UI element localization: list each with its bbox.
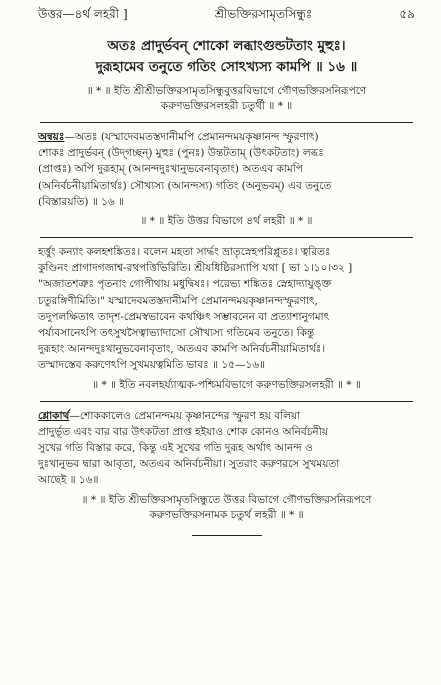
shlokartha-line: প্রাদুর্ভূত এবং বার বার উৎকটতা প্রাপ্ত হইয়াও শোক কোনও অনির্বচনীয়: [38, 425, 328, 438]
shlokartha-line: আছেই ॥ ১৬॥: [38, 474, 99, 487]
anvaya-line: (বিস্তারয়তি) ॥ ১৬ ॥: [38, 195, 125, 208]
shlokartha-heading: শ্লোকার্থ: [38, 409, 70, 422]
anvaya-paragraph: [38, 129, 415, 210]
colophon-section-end: ॥ * ॥ ইতি উত্তর বিভাগে ৪র্থ লহরী ॥ * ॥: [140, 215, 313, 228]
shlokartha-paragraph: [38, 408, 415, 489]
header-book-title: শ্রীভক্তিরসামৃতসিন্ধুঃ: [214, 7, 313, 21]
tika-line: চতুরঙ্গিণীমিতি।" যস্মাদেবমতস্তদানীমপি প্রেমানন্দময়কৃষ্ণানন্দস্ফুরণাৎ,: [38, 294, 318, 307]
header-section-label: উত্তর—৪র্থ লহরী ]: [38, 7, 128, 21]
anvaya-line: (প্রাপ্তঃ) অপি দুরূহাম্ (আনন্দদুঃখানুভবেনাবৃতাং) অতএব কামপি: [38, 163, 303, 176]
colophon-western-division: ॥ * ॥ ইতি নবলহর্য্যাত্মক-পশ্চিমবিভাগে করুণভক্তিরসলহরী ॥ * ॥: [92, 378, 361, 391]
colophon-sanskrit-line-1: ॥ * ॥ ইতি শ্রীশ্রীভক্তিরসামৃতসিন্ধুবুত্তরবিভাগে গৌণভক্তিরসনিরূপণে: [86, 85, 367, 97]
divider: [40, 122, 413, 123]
anvaya-line: শোকঃ প্রাদুর্ভবন্ (উদ্‌গচ্ছন্) মুহুঃ (পুনঃ) উন্তটতাম্ (উৎকটতাং) লব্ধঃ: [38, 147, 324, 160]
shlokartha-line: সুখের গতি বিস্তার করে, কিন্তু এই সুখের গতি দুরূহ অর্থাৎ আনন্দ ও: [38, 442, 313, 455]
colophon-bengali: [38, 493, 415, 523]
shlokartha-line: —শোককালেও প্রেমানন্দময় কৃষ্ণানন্দের স্ফুরণ হয় বলিয়া: [69, 409, 301, 422]
tika-line: পর্য্যবসানেঽপি তৎসুখসৈত্বাভ্যাদাসো সৌখ্যস্য গতিমেব তনুতে। কিন্তু: [38, 327, 315, 340]
verse-line-1: অতঃ প্রাদুর্ভবন্ শোকো লব্ধাংগুন্ডটতাং মুহুঃ।: [107, 38, 346, 54]
verse: [38, 36, 415, 78]
colophon-bengali-line-2: করুণভক্তিরসনামক চতুর্থ লহরী ॥ * ॥: [149, 508, 304, 521]
tika-line: কুণ্ডিনং প্রাগাদগজাশ্ব-রথপত্তিভিরিতি। শ্রীযধিষ্ঠিরস্যাপি যথা [ ভা ১।১০।৩২ ]: [38, 262, 353, 275]
anvaya-line: (অনির্বচনীয়ামিতার্থঃ) সৌখ্যস্য (আনন্দস্য) গতিং (অনুভবম্) এব তনুতে: [38, 179, 332, 192]
tika-line: হর্ত্তুং কন্যাং কলহশঙ্কিতঃ। বলেন মহতা সার্দ্ধং ভ্রাতৃস্নেহপরিপ্লুতঃ। ত্বরিতঃ: [38, 246, 331, 259]
colophon-sanskrit-line-2: করুণভক্তিরসলহরী চতুর্থী ॥ * ॥: [160, 100, 293, 112]
tika-line: তস্মাদস্তেব করুণেঽপি সুখময়ত্বমিতি ভাবঃ ॥ ১৫—১৬॥: [38, 359, 266, 372]
anvaya-heading: অন্বয়ঃ: [38, 131, 65, 143]
page-number: ৫৯: [399, 7, 415, 21]
shlokartha-line: দুঃখানুভব দ্বারা আবৃতা, অতএব অনির্বচনীয়া। সুতরাং করুণরসে সুখময়তা: [38, 458, 340, 471]
tika-paragraph: [38, 244, 415, 374]
divider: [40, 237, 413, 238]
colophon-sanskrit: [38, 84, 415, 114]
tika-line: "অজাতশত্রুঃ পৃতনাং গোপীথায় মধুদ্বিষঃ। পরেভ্য শঙ্কিতঃ স্নেহাদ্যাযুঙ্ক্ত: [38, 278, 332, 291]
verse-line-2: দুরূহামেব তনুতে গতিং সোঽখ্যস্য কামপি ॥ ১৬ ॥: [95, 59, 358, 75]
colophon-bengali-line-1: ॥ * ॥ ইতি শ্রীভক্তিরসামৃতসিন্ধুতে উত্তর বিভাগে গৌণভক্তিরসনিরূপণে: [81, 493, 372, 506]
anvaya-line: —অতঃ (যস্মাদেবমতস্তদানীমপি প্রেমানন্দময়কৃষ্ণানন্দ স্ফুরণাৎ): [64, 131, 319, 143]
tika-line: তদুপলক্ষিতাৎ তাদৃশ-প্রেমস্বভাবেন কথঞ্চিৎ সম্ভাবনেন বা প্রত্যাশানুগমাৎ: [38, 310, 330, 323]
closing-rule: [192, 535, 262, 536]
divider: [40, 401, 413, 402]
tika-line: দুরূহাং আনন্দদুঃখানুভবেনাবৃতাং, অতএব কামপি অনির্বচনীয়ামিতার্থঃ।: [38, 343, 326, 356]
page-header: [38, 6, 415, 26]
